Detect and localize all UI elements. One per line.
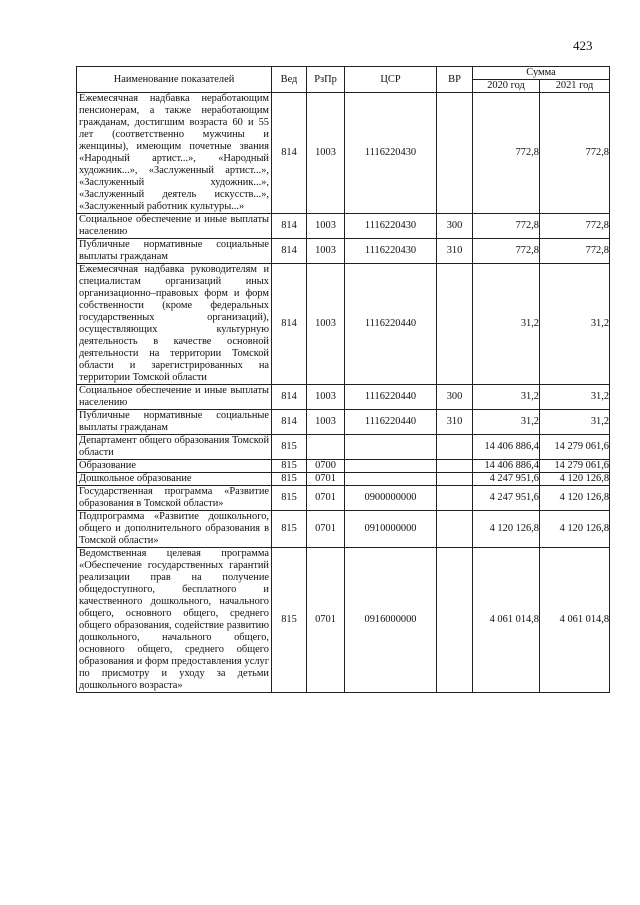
header-2020: 2020 год: [473, 80, 540, 93]
cell-y2021: 31,2: [540, 385, 610, 410]
table-row: [77, 239, 610, 264]
header-ved: Вед: [272, 67, 307, 93]
cell-vr: 310: [437, 410, 473, 435]
cell-ved: 815: [272, 548, 307, 693]
cell-y2021: 772,8: [540, 239, 610, 264]
cell-csr: 0910000000: [345, 511, 437, 548]
table-row: [77, 511, 610, 548]
cell-ved: 814: [272, 239, 307, 264]
cell-csr: 1116220440: [345, 385, 437, 410]
cell-y2020: 4 120 126,8: [473, 511, 540, 548]
cell-ved: 814: [272, 264, 307, 385]
table-row: [77, 410, 610, 435]
cell-y2020: 14 406 886,4: [473, 460, 540, 473]
cell-vr: [437, 511, 473, 548]
cell-vr: [437, 486, 473, 511]
table-row: [77, 93, 610, 214]
page-number: 423: [573, 38, 593, 53]
cell-name: Департамент общего образования Томской области: [77, 435, 272, 460]
cell-y2021: 4 061 014,8: [540, 548, 610, 693]
cell-rzpr: 1003: [307, 93, 345, 214]
table-row: [77, 460, 610, 473]
cell-vr: 300: [437, 214, 473, 239]
cell-name: Ведомственная целевая программа «Обеспечение государственных гарантий реализации прав на получение общедоступного, бесплатного и качественного дошкольного, начального общего, основного общего, среднего общего образования, содействие развитию дошкольного, начального общего, основного общего, среднего общего образования и форм предоставления услуг по присмотру и уходу за детьми дошкольного возраста»: [77, 548, 272, 693]
cell-y2020: 14 406 886,4: [473, 435, 540, 460]
cell-rzpr: 1003: [307, 410, 345, 435]
cell-y2021: 772,8: [540, 214, 610, 239]
cell-y2021: 4 120 126,8: [540, 473, 610, 486]
cell-ved: 815: [272, 511, 307, 548]
cell-y2021: 4 120 126,8: [540, 486, 610, 511]
cell-y2020: 772,8: [473, 214, 540, 239]
cell-vr: [437, 460, 473, 473]
table-row: [77, 486, 610, 511]
table-row: [77, 385, 610, 410]
cell-rzpr: [307, 435, 345, 460]
cell-name: Публичные нормативные социальные выплаты гражданам: [77, 239, 272, 264]
cell-name: Образование: [77, 460, 272, 473]
cell-ved: 814: [272, 385, 307, 410]
cell-vr: 300: [437, 385, 473, 410]
cell-rzpr: 1003: [307, 264, 345, 385]
cell-ved: 815: [272, 435, 307, 460]
cell-name: Публичные нормативные социальные выплаты гражданам: [77, 410, 272, 435]
cell-y2021: 14 279 061,6: [540, 460, 610, 473]
cell-rzpr: 0701: [307, 486, 345, 511]
cell-csr: 0900000000: [345, 486, 437, 511]
cell-name: Государственная программа «Развитие образования в Томской области»: [77, 486, 272, 511]
cell-y2021: 31,2: [540, 264, 610, 385]
cell-ved: 814: [272, 410, 307, 435]
cell-vr: [437, 548, 473, 693]
cell-ved: 815: [272, 486, 307, 511]
cell-ved: 815: [272, 473, 307, 486]
cell-name: Социальное обеспечение и иные выплаты населению: [77, 214, 272, 239]
cell-vr: [437, 473, 473, 486]
cell-y2020: 4 247 951,6: [473, 473, 540, 486]
cell-rzpr: 0700: [307, 460, 345, 473]
cell-name: Ежемесячная надбавка неработающим пенсионерам, а также неработающим гражданам, достигшим возраста 60 и 55 лет (соответственно мужчины и женщины), имеющим почетные звания «Народный артист...», «Народный художник...», «Заслуженный артист...», «Заслуженный художник...», «Заслуженный деятель искусств...», «Заслуженный работник культуры...»: [77, 93, 272, 214]
budget-table: [76, 66, 610, 693]
header-rzpr: РзПр: [307, 67, 345, 93]
cell-rzpr: 1003: [307, 385, 345, 410]
cell-name: Дошкольное образование: [77, 473, 272, 486]
cell-vr: [437, 435, 473, 460]
table-header: [77, 67, 610, 93]
cell-ved: 814: [272, 93, 307, 214]
cell-y2020: 31,2: [473, 385, 540, 410]
cell-vr: [437, 93, 473, 214]
cell-csr: 1116220430: [345, 239, 437, 264]
cell-rzpr: 1003: [307, 214, 345, 239]
cell-csr: [345, 473, 437, 486]
cell-csr: [345, 435, 437, 460]
cell-ved: 815: [272, 460, 307, 473]
cell-csr: 1116220430: [345, 214, 437, 239]
table-row: [77, 435, 610, 460]
header-csr: ЦСР: [345, 67, 437, 93]
cell-y2021: 772,8: [540, 93, 610, 214]
cell-csr: 0916000000: [345, 548, 437, 693]
cell-csr: 1116220430: [345, 93, 437, 214]
cell-vr: 310: [437, 239, 473, 264]
cell-y2020: 31,2: [473, 410, 540, 435]
cell-y2020: 772,8: [473, 93, 540, 214]
cell-y2020: 4 061 014,8: [473, 548, 540, 693]
cell-y2020: 772,8: [473, 239, 540, 264]
cell-rzpr: 0701: [307, 548, 345, 693]
cell-csr: [345, 460, 437, 473]
cell-rzpr: 0701: [307, 473, 345, 486]
table-row: [77, 473, 610, 486]
header-sum: Сумма: [473, 67, 610, 80]
header-name: Наименование показателей: [77, 67, 272, 93]
cell-ved: 814: [272, 214, 307, 239]
cell-name: Подпрограмма «Развитие дошкольного, общего и дополнительного образования в Томской области»: [77, 511, 272, 548]
cell-vr: [437, 264, 473, 385]
table-row: [77, 264, 610, 385]
table-row: [77, 548, 610, 693]
cell-rzpr: 0701: [307, 511, 345, 548]
cell-y2020: 31,2: [473, 264, 540, 385]
header-vr: ВР: [437, 67, 473, 93]
table-body: [77, 93, 610, 693]
cell-csr: 1116220440: [345, 264, 437, 385]
cell-name: Ежемесячная надбавка руководителям и специалистам организаций иных организационно–правовых форм и форм собственности (кроме федеральных государственных организаций), осуществляющих культурную деятельность в качестве основной деятельности на территории Томской области и зарегистрированных на территории Томской области: [77, 264, 272, 385]
cell-y2021: 14 279 061,6: [540, 435, 610, 460]
cell-y2021: 4 120 126,8: [540, 511, 610, 548]
header-2021: 2021 год: [540, 80, 610, 93]
cell-name: Социальное обеспечение и иные выплаты населению: [77, 385, 272, 410]
cell-csr: 1116220440: [345, 410, 437, 435]
cell-y2021: 31,2: [540, 410, 610, 435]
cell-rzpr: 1003: [307, 239, 345, 264]
cell-y2020: 4 247 951,6: [473, 486, 540, 511]
table-row: [77, 214, 610, 239]
